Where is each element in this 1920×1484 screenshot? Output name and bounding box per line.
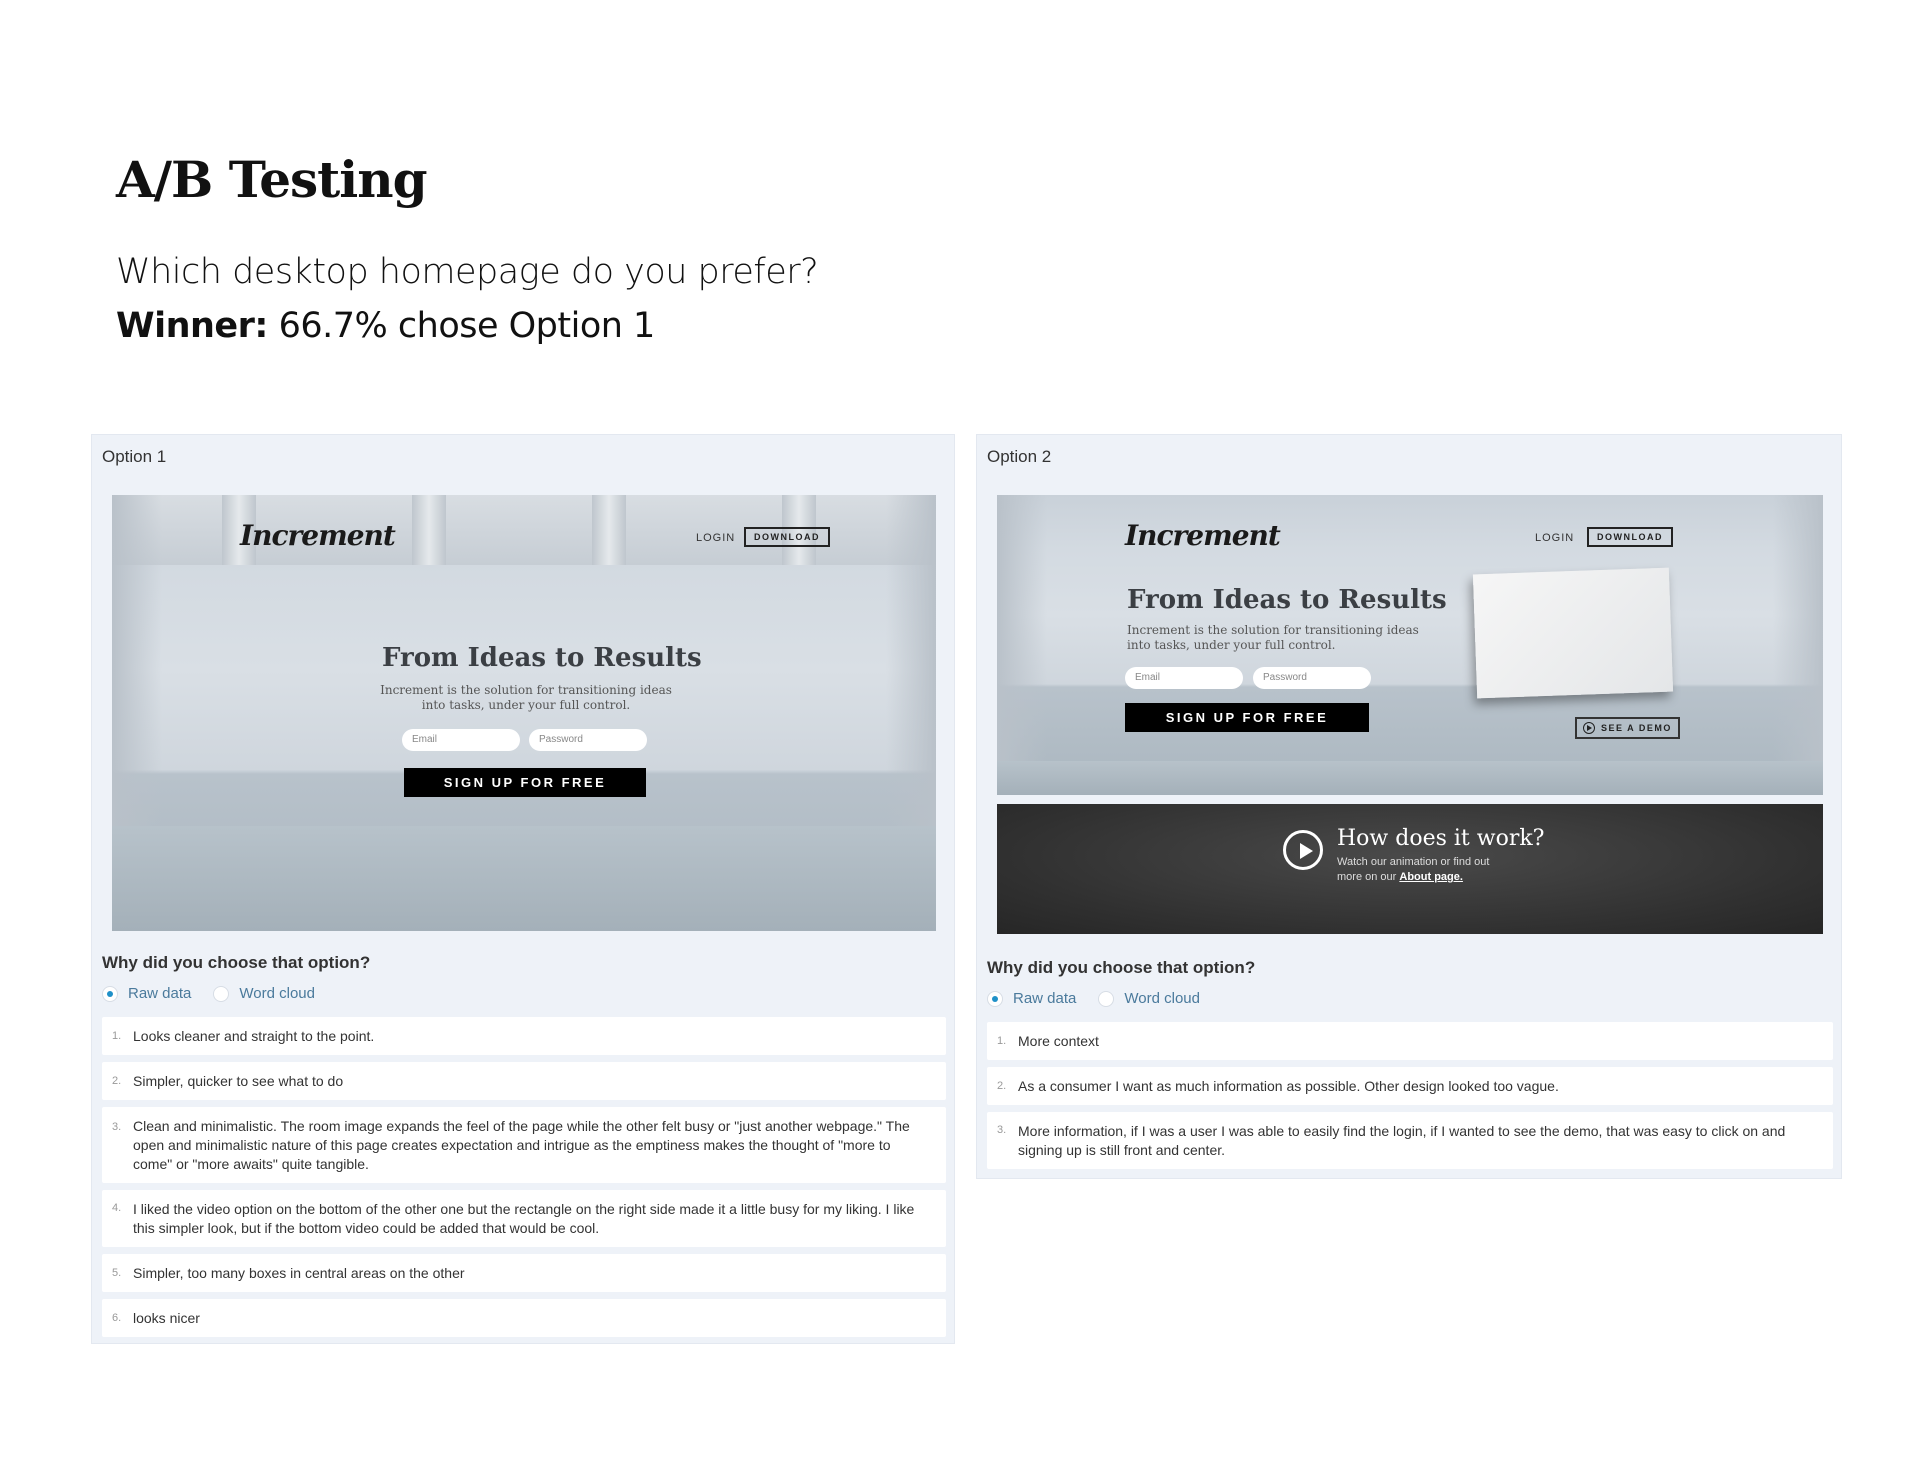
- answer-item: [102, 1062, 946, 1100]
- play-icon: [1583, 722, 1595, 734]
- answer-text: Simpler, quicker to see what to do: [133, 1072, 344, 1089]
- answer-number: 2.: [112, 1075, 122, 1087]
- mockup-signup-button: SIGN UP FOR FREE: [1125, 703, 1369, 732]
- answer-item: [102, 1017, 946, 1055]
- mockup-demo-button: [1575, 717, 1680, 739]
- play-icon: [1283, 830, 1323, 870]
- mockup-subtitle-line: into tasks, under your full control.: [421, 698, 631, 712]
- paper-image: [1473, 568, 1673, 699]
- mockup-demo-label: SEE A DEMO: [1601, 723, 1672, 733]
- mockup-video-text: [1337, 855, 1489, 885]
- survey-question: Which desktop homepage do you prefer?: [116, 252, 819, 292]
- answer-item: [987, 1022, 1833, 1060]
- word-cloud-label[interactable]: Word cloud: [1124, 990, 1200, 1007]
- mockup-video-line: Watch our animation or find out: [1337, 856, 1490, 868]
- word-cloud-radio[interactable]: [1098, 991, 1114, 1007]
- answer-item: [102, 1107, 946, 1183]
- answer-number: 1.: [112, 1030, 122, 1042]
- winner-text: 66.7% chose Option 1: [278, 306, 655, 346]
- mockup-subtitle: [380, 683, 672, 713]
- answer-number: 6.: [112, 1312, 122, 1324]
- mockup-video-line: more on our: [1337, 871, 1397, 883]
- answer-item: [102, 1299, 946, 1337]
- answer-item: [102, 1190, 946, 1247]
- answer-number: 5.: [112, 1267, 122, 1279]
- answer-text: More context: [1018, 1032, 1099, 1049]
- word-cloud-radio[interactable]: [213, 986, 229, 1002]
- word-cloud-label[interactable]: Word cloud: [239, 985, 315, 1002]
- mockup-subtitle-line: into tasks, under your full control.: [1127, 638, 1336, 652]
- about-page-link: About page.: [1399, 871, 1463, 883]
- option-2-mockup: [997, 495, 1823, 795]
- view-mode-toggle: [102, 985, 315, 1002]
- increment-logo: Increment: [1125, 519, 1280, 552]
- option-1-label: Option 1: [102, 447, 167, 466]
- mockup-login-link: LOGIN: [1535, 532, 1575, 544]
- raw-data-radio[interactable]: [987, 991, 1003, 1007]
- answer-number: 4.: [112, 1202, 122, 1214]
- mockup-email-field: Email: [1125, 667, 1243, 689]
- answer-number: 3.: [112, 1121, 122, 1133]
- answer-text: Simpler, too many boxes in central areas on the other: [133, 1264, 465, 1281]
- mockup-password-field: Password: [1253, 667, 1371, 689]
- answer-text: More information, if I was a user I was able to easily find the login, if I wanted to see the demo, that was easy to click on and signing up is still front and center.: [1018, 1122, 1786, 1158]
- mockup-subtitle-line: Increment is the solution for transitioning ideas: [1127, 623, 1419, 637]
- option-1-panel: [91, 434, 955, 1344]
- answer-number: 2.: [997, 1080, 1007, 1092]
- mockup-signup-button: SIGN UP FOR FREE: [404, 768, 646, 797]
- view-mode-toggle: [987, 990, 1200, 1007]
- mockup-login-link: LOGIN: [696, 532, 736, 544]
- option-2-label: Option 2: [987, 447, 1052, 466]
- answer-text: As a consumer I want as much information as possible. Other design looked too vague.: [1018, 1077, 1559, 1094]
- answer-number: 3.: [997, 1124, 1007, 1136]
- answer-item: [987, 1112, 1833, 1169]
- answer-text: Clean and minimalistic. The room image expands the feel of the page while the other felt busy or "just another webpage." The open and minimalistic nature of this page creates expectation and intrigue as the emptiness makes the thought of "more to come" or "more awaits" quite tangible.: [133, 1117, 910, 1172]
- mockup-download-button: DOWNLOAD: [744, 527, 830, 547]
- mockup-password-field: Password: [529, 729, 647, 751]
- raw-data-radio[interactable]: [102, 986, 118, 1002]
- mockup-download-button: DOWNLOAD: [1587, 527, 1673, 547]
- raw-data-label[interactable]: Raw data: [128, 985, 192, 1002]
- mockup-headline: From Ideas to Results: [1127, 585, 1447, 615]
- mockup-subtitle: [1127, 623, 1427, 653]
- answer-item: [987, 1067, 1833, 1105]
- answer-item: [102, 1254, 946, 1292]
- option-1-mockup: [112, 495, 936, 931]
- page-title: A/B Testing: [116, 150, 427, 209]
- mockup-email-field: Email: [402, 729, 520, 751]
- mockup-headline: From Ideas to Results: [382, 643, 702, 673]
- why-question: Why did you choose that option?: [987, 958, 1256, 977]
- mockup-video-band: [997, 804, 1823, 934]
- answer-text: looks nicer: [133, 1309, 200, 1326]
- option-2-panel: [976, 434, 1842, 1179]
- winner-summary: [116, 306, 655, 346]
- why-question: Why did you choose that option?: [102, 953, 371, 972]
- raw-data-label[interactable]: Raw data: [1013, 990, 1077, 1007]
- answer-text: I liked the video option on the bottom of the other one but the rectangle on the right side made it a little busy for my liking. I like this simpler look, but if the bottom video could be added that would be cool.: [133, 1200, 915, 1236]
- mockup-video-title: How does it work?: [1337, 826, 1545, 851]
- increment-logo: Increment: [240, 519, 395, 552]
- answer-text: Looks cleaner and straight to the point.: [133, 1027, 375, 1044]
- answer-number: 1.: [997, 1035, 1007, 1047]
- mockup-subtitle-line: Increment is the solution for transitioning ideas: [380, 683, 672, 697]
- winner-label: Winner:: [116, 306, 268, 346]
